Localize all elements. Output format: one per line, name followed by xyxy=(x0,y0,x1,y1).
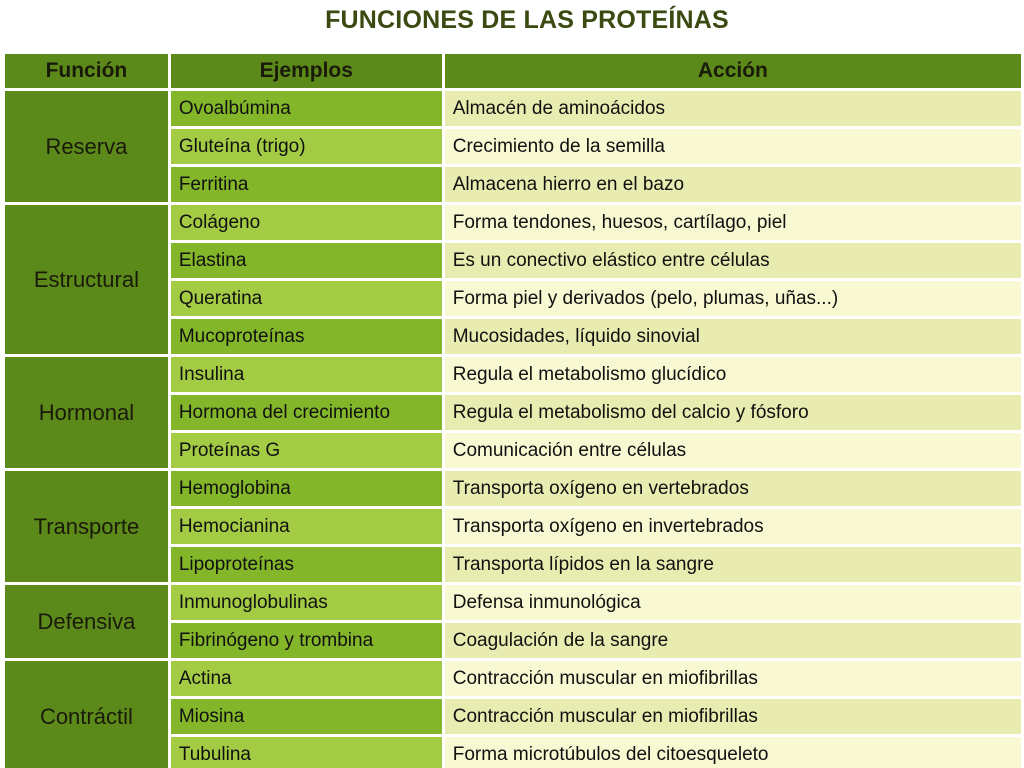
example-cell: Ovoalbúmina xyxy=(171,91,442,126)
example-cell: Tubulina xyxy=(171,737,442,768)
example-cell: Hormona del crecimiento xyxy=(171,395,442,430)
example-cell: Fibrinógeno y trombina xyxy=(171,623,442,658)
example-cell: Ferritina xyxy=(171,167,442,202)
page-title: FUNCIONES DE LAS PROTEÍNAS xyxy=(325,6,729,34)
action-cell: Almacena hierro en el bazo xyxy=(445,167,1021,202)
example-cell: Proteínas G xyxy=(171,433,442,468)
function-cell: Contráctil xyxy=(5,661,168,768)
table-body xyxy=(5,91,1021,768)
table-row xyxy=(5,585,1021,620)
protein-functions-table xyxy=(5,54,1024,768)
example-cell: Colágeno xyxy=(171,205,442,240)
protein-functions-table-container xyxy=(5,54,1024,768)
example-cell: Queratina xyxy=(171,281,442,316)
function-cell: Hormonal xyxy=(5,357,168,468)
action-cell: Transporta oxígeno en vertebrados xyxy=(445,471,1021,506)
action-cell: Contracción muscular en miofibrillas xyxy=(445,661,1021,696)
example-cell: Insulina xyxy=(171,357,442,392)
example-cell: Actina xyxy=(171,661,442,696)
action-cell: Transporta lípidos en la sangre xyxy=(445,547,1021,582)
table-row xyxy=(5,357,1021,392)
header-accion: Acción xyxy=(445,54,1021,88)
action-cell: Crecimiento de la semilla xyxy=(445,129,1021,164)
example-cell: Gluteína (trigo) xyxy=(171,129,442,164)
header-ejemplos: Ejemplos xyxy=(171,54,442,88)
example-cell: Hemoglobina xyxy=(171,471,442,506)
function-cell: Defensiva xyxy=(5,585,168,658)
function-cell: Estructural xyxy=(5,205,168,354)
action-cell: Defensa inmunológica xyxy=(445,585,1021,620)
table-row xyxy=(5,91,1021,126)
example-cell: Mucoproteínas xyxy=(171,319,442,354)
table-header-row xyxy=(5,54,1021,88)
action-cell: Regula el metabolismo glucídico xyxy=(445,357,1021,392)
function-cell: Transporte xyxy=(5,471,168,582)
function-cell: Reserva xyxy=(5,91,168,202)
action-cell: Almacén de aminoácidos xyxy=(445,91,1021,126)
action-cell: Transporta oxígeno en invertebrados xyxy=(445,509,1021,544)
action-cell: Coagulación de la sangre xyxy=(445,623,1021,658)
table-row xyxy=(5,661,1021,696)
action-cell: Forma piel y derivados (pelo, plumas, uñas...) xyxy=(445,281,1021,316)
action-cell: Comunicación entre células xyxy=(445,433,1021,468)
action-cell: Es un conectivo elástico entre células xyxy=(445,243,1021,278)
example-cell: Miosina xyxy=(171,699,442,734)
example-cell: Lipoproteínas xyxy=(171,547,442,582)
action-cell: Contracción muscular en miofibrillas xyxy=(445,699,1021,734)
table-row xyxy=(5,205,1021,240)
example-cell: Elastina xyxy=(171,243,442,278)
action-cell: Forma microtúbulos del citoesqueleto xyxy=(445,737,1021,768)
action-cell: Regula el metabolismo del calcio y fósforo xyxy=(445,395,1021,430)
header-funcion: Función xyxy=(5,54,168,88)
action-cell: Mucosidades, líquido sinovial xyxy=(445,319,1021,354)
example-cell: Hemocianina xyxy=(171,509,442,544)
table-row xyxy=(5,471,1021,506)
example-cell: Inmunoglobulinas xyxy=(171,585,442,620)
action-cell: Forma tendones, huesos, cartílago, piel xyxy=(445,205,1021,240)
